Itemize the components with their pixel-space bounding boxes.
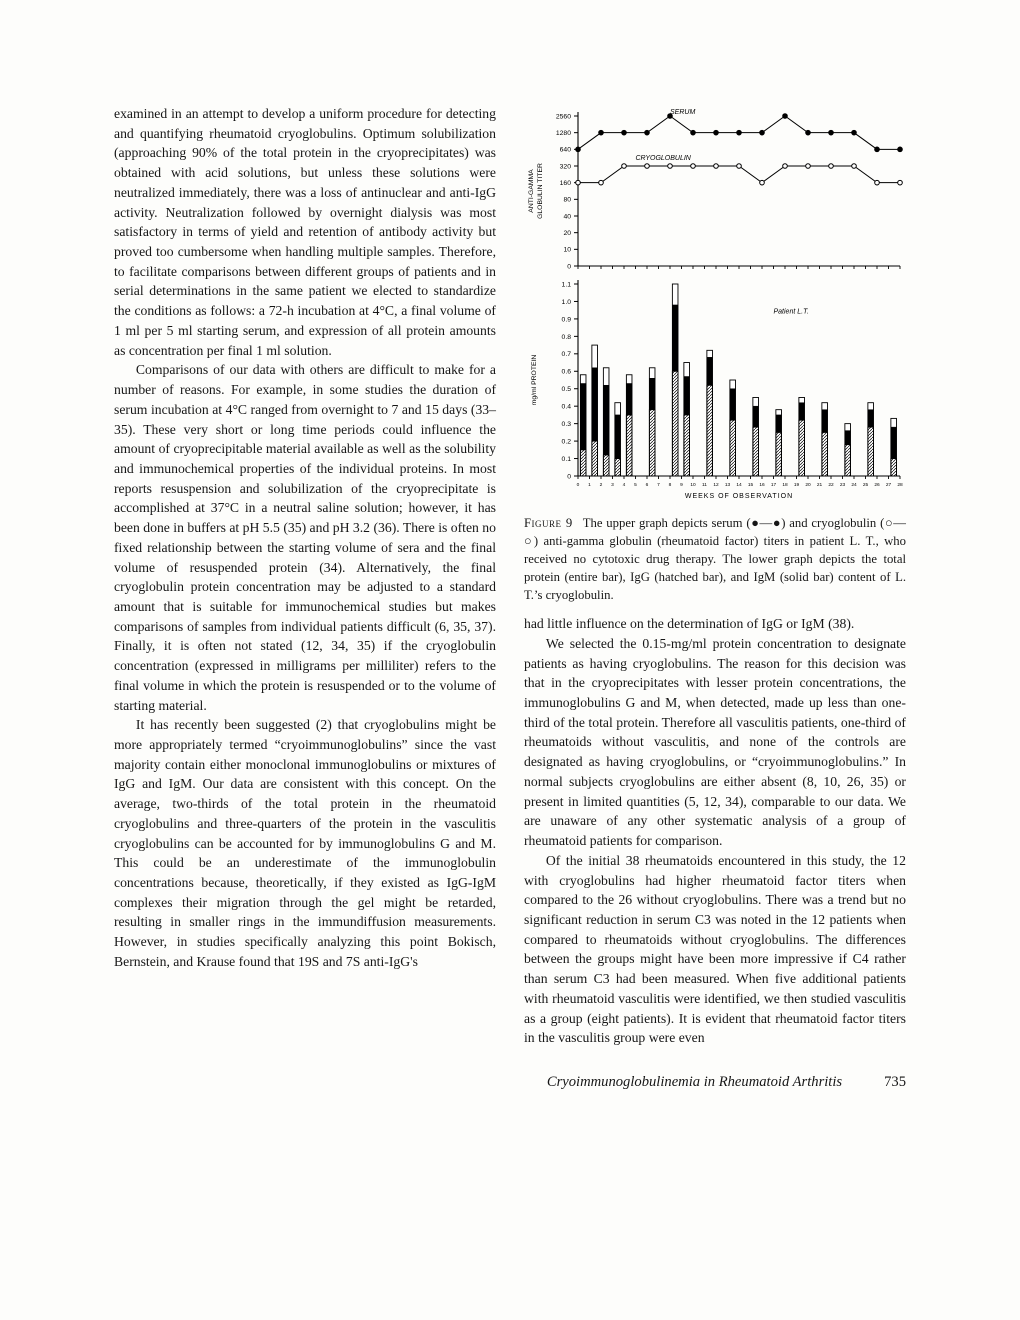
- svg-text:21: 21: [816, 483, 823, 488]
- page-number: 735: [884, 1073, 906, 1090]
- page-footer: [114, 1074, 906, 1091]
- svg-text:24: 24: [851, 483, 857, 488]
- svg-text:0.9: 0.9: [561, 316, 571, 324]
- svg-text:10: 10: [563, 246, 571, 254]
- svg-text:25: 25: [862, 483, 869, 488]
- svg-text:22: 22: [828, 483, 834, 488]
- svg-text:640: 640: [559, 146, 571, 154]
- figure-caption: [524, 514, 906, 604]
- left-column: [114, 104, 496, 1048]
- svg-text:16: 16: [759, 483, 765, 488]
- svg-text:80: 80: [563, 196, 571, 204]
- svg-text:0.5: 0.5: [561, 386, 571, 394]
- right-column: [524, 104, 906, 1048]
- figure-caption-text: The upper graph depicts serum (●—●) and cryoglobulin (○—○) anti-gamma globulin (rheumatoid factor) titers in patient L. T., who received no cytotoxic drug therapy. The lower graph depicts the total protein (entire bar), IgG (hatched bar), and IgM (solid bar) content of L. T.’s cryoglobulin.: [524, 516, 906, 603]
- svg-text:23: 23: [839, 483, 846, 488]
- svg-text:4: 4: [622, 483, 626, 488]
- svg-text:18: 18: [782, 483, 788, 488]
- svg-text:10: 10: [690, 483, 696, 488]
- svg-text:12: 12: [713, 483, 719, 488]
- svg-text:7: 7: [657, 483, 660, 488]
- titer-line-chart: [524, 104, 916, 276]
- svg-text:0.4: 0.4: [561, 403, 571, 411]
- svg-text:14: 14: [736, 483, 742, 488]
- svg-text:6: 6: [645, 483, 649, 488]
- svg-text:320: 320: [559, 163, 571, 171]
- two-column-layout: [114, 104, 906, 1048]
- svg-text:GLOBULIN TITER: GLOBULIN TITER: [537, 163, 544, 219]
- svg-text:1.0: 1.0: [561, 298, 571, 306]
- svg-text:5: 5: [634, 483, 637, 488]
- svg-text:0: 0: [567, 263, 571, 271]
- protein-bar-chart: [524, 276, 916, 506]
- paragraph: We selected the 0.15-mg/ml protein concentration to designate patients as having cryoglobulins. The reason for this decision was that in the cryoprecipitates with lesser protein concentrations, the immunoglobulins G and M, when detected, made up less than one-third of the total protein. Therefore all vasculitis patients, one-third of rheumatoids without vasculitis, and none of the controls are designated as having cryoglobulins, or “cryoimmunoglobulins.” In normal subjects cryoglobulins are either absent (8, 10, 26, 35) or present in limited quantities (5, 12, 34), comparable to our data. We are unaware of any other systematic analysis of a group of rheumatoid patients for comparison.: [524, 635, 906, 849]
- svg-text:0.6: 0.6: [561, 368, 571, 376]
- svg-text:19: 19: [793, 483, 800, 488]
- svg-text:CRYOGLOBULIN: CRYOGLOBULIN: [635, 155, 691, 162]
- svg-text:1.1: 1.1: [561, 281, 571, 289]
- paragraph: Of the initial 38 rheumatoids encountered in this study, the 12 with cryoglobulins had higher rheumatoid factor titers when compared to the 26 without cryoglobulins. There was a trend but no significant reduction in serum C3 was noted in the 12 patients when compared to rheumatoids without cryoglobulins. The differences between the groups might have been more impressive if C4 rather than serum C3 had been measured. When five additional patients with rheumatoid vasculitis were identified, we then studied vasculitis as a group (eight patients). It is evident that rheumatoid factor titers in the vasculitis group were even: [524, 852, 906, 1046]
- figure-9: [524, 104, 906, 604]
- svg-text:0.8: 0.8: [561, 333, 571, 341]
- svg-text:WEEKS OF OBSERVATION: WEEKS OF OBSERVATION: [684, 493, 794, 500]
- svg-text:13: 13: [724, 483, 731, 488]
- svg-text:mg/ml PROTEIN: mg/ml PROTEIN: [531, 354, 538, 406]
- svg-text:3: 3: [611, 483, 614, 488]
- paragraph: had little influence on the determination of IgG or IgM (38).: [524, 616, 855, 632]
- svg-text:26: 26: [874, 483, 880, 488]
- paragraph: examined in an attempt to develop a uniform procedure for detecting and quantifying rheumatoid cryoglobulins. Optimum solubilization (approaching 90% of the total protein in the cryoprecipitates) was obtained with acid solutions, but unless these solutions were neutralized immediately, there was a loss of antinuclear and anti-IgG activity. Neutralization followed by overnight dialysis was most satisfactory in terms of yield and retention of antibody activity but proved too cumbersome when handling multiple samples. Therefore, to facilitate comparisons between different groups of patients and in serial determinations in the same patient we elected to standardize the conditions as follows: a 72-h incubation at 4°C, a final volume of 1 ml per 5 ml starting serum, and expression of all protein amounts as concentration per final 1 ml solution.: [114, 106, 496, 358]
- figure-caption-label: Figure 9: [524, 516, 573, 530]
- svg-text:0.2: 0.2: [561, 438, 571, 446]
- svg-text:17: 17: [770, 483, 777, 488]
- svg-text:28: 28: [897, 483, 903, 488]
- svg-text:0.7: 0.7: [561, 351, 571, 359]
- svg-text:160: 160: [559, 180, 571, 188]
- svg-text:ANTI-GAMMA: ANTI-GAMMA: [528, 169, 535, 213]
- svg-text:0: 0: [576, 483, 580, 488]
- svg-text:20: 20: [563, 230, 571, 238]
- svg-text:8: 8: [668, 483, 672, 488]
- svg-text:0: 0: [567, 473, 571, 481]
- running-title: Cryoimmunoglobulinemia in Rheumatoid Arthritis: [546, 1073, 843, 1090]
- svg-text:0.1: 0.1: [561, 455, 571, 463]
- svg-text:2560: 2560: [555, 113, 571, 121]
- svg-text:0.3: 0.3: [561, 421, 571, 429]
- svg-text:15: 15: [747, 483, 754, 488]
- svg-text:40: 40: [563, 213, 571, 221]
- svg-text:1: 1: [588, 483, 591, 488]
- paragraph: Comparisons of our data with others are difficult to make for a number of reasons. For example, in some studies the duration of serum incubation at 4°C ranged from overnight to 7 and 15 days (33–35). These very short or long time periods could influence the amount of cryoprecipitable material available as well as the solubility and immunochemical properties of the individual proteins. In most reports resuspension and solubilization of the cryoprecipitate is accomplished at 37°C in a neutral saline solution; however, it has been done in buffers at pH 5.5 (35) and pH 3.2 (36). There is often no fixed relationship between the starting volume of sera and the final volume of resuspended protein (34). Alternatively, the final cryoglobulin protein concentration may be adjusted to a standard amount that is suitable for immunochemical studies but makes comparisons of samples from individual patients difficult (6, 35, 37). Finally, it is often not stated (12, 34, 35) if the cryoglobulin concentration (expressed in milligrams per milliliter) refers to the final volume in which the protein is resuspended or to the volume of starting material.: [114, 362, 496, 713]
- paragraph: It has recently been suggested (2) that cryoglobulins might be more appropriately termed “cryoimmunoglobulins” since the vast majority contain either monoclonal immunoglobulins or mixtures of IgG and IgM. Our data are consistent with this concept. On the average, two-thirds of the total protein in the rheumatoid cryoglobulins and three-quarters of the protein in the vasculitis cryoglobulins can be accounted for by immunoglobulins G and M. This could be an underestimate of the immunoglobulin concentrations because, theoretically, if they existed as IgG-IgM complexes their migration through the gel might be retarded, resulting in smaller rings in the immundiffusion measurements. However, in studies specifically analyzing this point Bokisch, Bernstein, and Krause found that 19S and 7S anti-IgG's: [114, 717, 496, 969]
- svg-text:27: 27: [885, 483, 892, 488]
- svg-text:20: 20: [805, 483, 811, 488]
- svg-text:2: 2: [599, 483, 603, 488]
- svg-text:9: 9: [680, 483, 683, 488]
- svg-text:SERUM: SERUM: [670, 109, 696, 116]
- svg-text:1280: 1280: [555, 130, 571, 138]
- svg-text:11: 11: [702, 483, 707, 488]
- svg-text:Patient L.T.: Patient L.T.: [773, 308, 809, 316]
